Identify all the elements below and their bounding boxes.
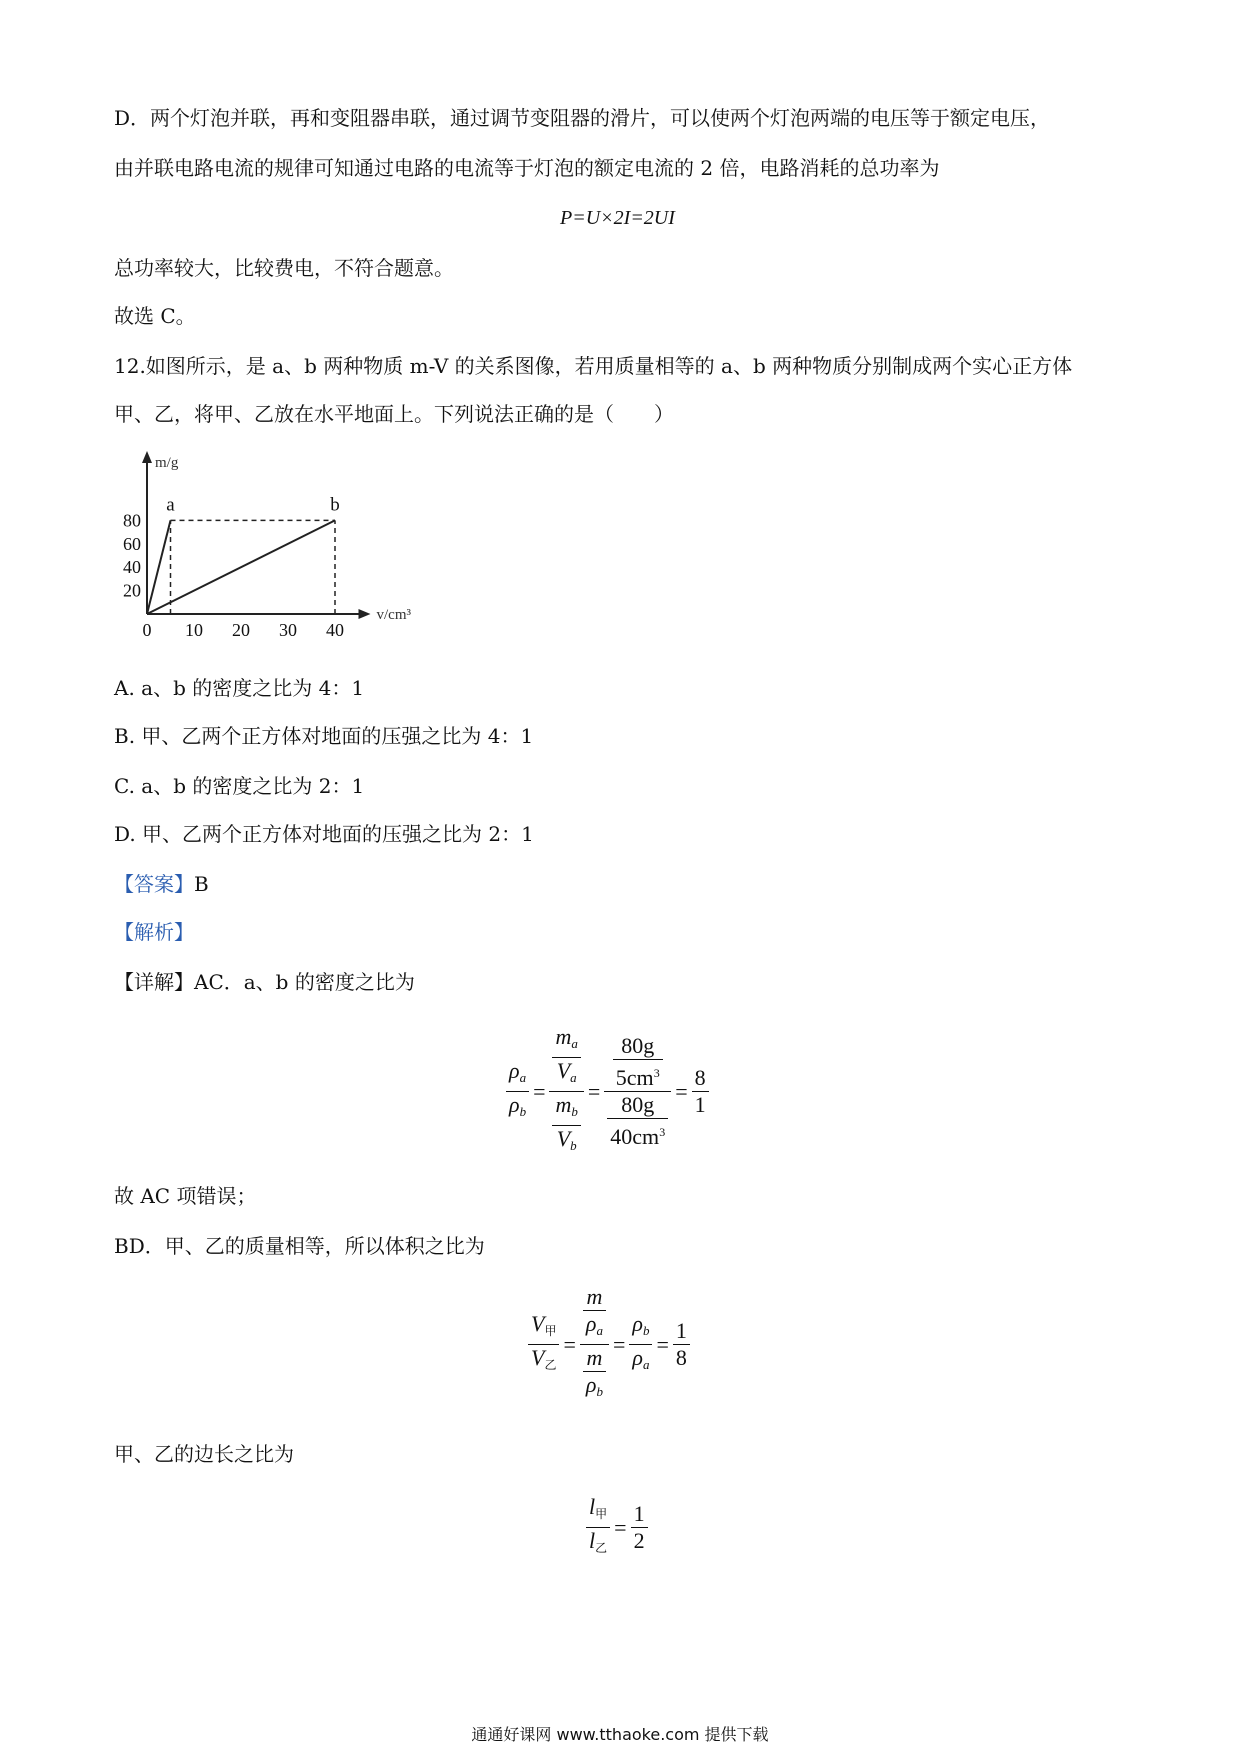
answer-line <box>114 870 209 898</box>
y-tick-label: 80 <box>123 510 141 531</box>
y-tick-label: 20 <box>123 580 141 601</box>
y-tick-label: 60 <box>123 533 141 554</box>
x-tick-label: 0 <box>142 620 152 640</box>
x-tick-label: 40 <box>326 620 344 640</box>
answer-tag: 【答案】 <box>114 872 194 896</box>
question-12-line1: 12.如图所示，是 a、b 两种物质 m-V 的关系图像，若用质量相等的 a、b 两种物质分别制成两个实心正方体 <box>114 354 1073 378</box>
bd-text: BD．甲、乙的质量相等，所以体积之比为 <box>114 1234 485 1258</box>
series-line-a <box>147 520 171 614</box>
y-axis-label: m/g <box>155 455 179 471</box>
choose-c: 故选 C。 <box>114 304 196 328</box>
v-ratio: $\frac{\text{V甲}}{\text{V乙}}$ <box>528 1311 559 1378</box>
series-line-b <box>147 520 335 614</box>
detail-line <box>114 968 415 996</box>
x-axis-label: v/cm³ <box>376 607 411 623</box>
detail-text: AC．a、b 的密度之比为 <box>194 970 415 994</box>
side-length-text: 甲、乙的边长之比为 <box>114 1442 294 1466</box>
m-over-rho-ratio: $\frac{\frac{m}{\rho_a}}{\frac{m}{\rho_b}}$ <box>580 1284 609 1405</box>
option-a: A. a、b 的密度之比为 4：1 <box>114 676 365 700</box>
l-ratio: $\frac{\text{l甲}}{\text{l乙}}$ <box>586 1494 610 1561</box>
x-tick-label: 30 <box>279 620 297 640</box>
density-ratio-formula: $\frac{\rho_a}{\rho_b}$ = $\frac{\frac{m_a}{V_a}}{\frac{m_b}{V_b}}$ = $\frac{\frac{80g}{5cm^3}}{\frac{80g}{40cm^3}}$ = $\frac{8}{1}$ <box>506 1024 709 1159</box>
side-result: $\frac{1}{2}$ <box>631 1501 648 1554</box>
m-over-v-ratio: $\frac{\frac{m_a}{V_a}}{\frac{m_b}{V_b}}$ <box>549 1024 583 1159</box>
m-v-chart <box>110 448 450 658</box>
y-tick-label: 40 <box>123 557 141 578</box>
y-axis-arrow <box>142 451 152 463</box>
power-formula: P=U×2I=2UI <box>560 207 675 229</box>
numeric-ratio: $\frac{\frac{80g}{5cm^3}}{\frac{80g}{40cm^3}}$ <box>604 1033 671 1150</box>
volume-result: $\frac{1}{8}$ <box>673 1318 690 1371</box>
footer-watermark: 通通好课网 www.tthaoke.com 提供下载 <box>471 1725 769 1744</box>
x-tick-label: 20 <box>232 620 250 640</box>
result-ratio: $\frac{8}{1}$ <box>692 1065 709 1118</box>
detail-tag: 【详解】 <box>114 970 194 994</box>
total-power-conclusion: 总功率较大，比较费电，不符合题意。 <box>114 256 454 280</box>
answer-value: B <box>194 872 209 896</box>
option-c: C. a、b 的密度之比为 2：1 <box>114 774 365 798</box>
series-label-a: a <box>166 494 175 516</box>
question-12-line2: 甲、乙，将甲、乙放在水平地面上。下列说法正确的是（ ） <box>114 402 674 426</box>
series-label-b: b <box>330 494 340 516</box>
side-ratio-formula: $\frac{\text{l甲}}{\text{l乙}}$ = $\frac{1}{2}$ <box>586 1494 648 1561</box>
rho-ratio: $\frac{\rho_a}{\rho_b}$ <box>506 1058 529 1125</box>
ac-wrong: 故 AC 项错误； <box>114 1184 257 1208</box>
option-d-explanation-line2: 由并联电路电流的规律可知通过电路的电流等于灯泡的额定电流的 2 倍，电路消耗的总功率为 <box>114 156 940 180</box>
volume-ratio-formula: $\frac{\text{V甲}}{\text{V乙}}$ = $\frac{\frac{m}{\rho_a}}{\frac{m}{\rho_b}}$ = $\frac{\rho_b}{\rho_a}$ = $\frac{1}{8}$ <box>528 1284 690 1405</box>
option-b: B. 甲、乙两个正方体对地面的压强之比为 4：1 <box>114 724 534 748</box>
x-tick-label: 10 <box>185 620 203 640</box>
rho-b-over-rho-a: $\frac{\rho_b}{\rho_a}$ <box>629 1311 652 1378</box>
option-d-explanation-line1: D．两个灯泡并联，再和变阻器串联，通过调节变阻器的滑片，可以使两个灯泡两端的电压等于额定电压， <box>114 106 1051 130</box>
analysis-tag: 【解析】 <box>114 920 194 944</box>
option-d: D. 甲、乙两个正方体对地面的压强之比为 2：1 <box>114 822 534 846</box>
x-axis-arrow <box>359 609 371 619</box>
